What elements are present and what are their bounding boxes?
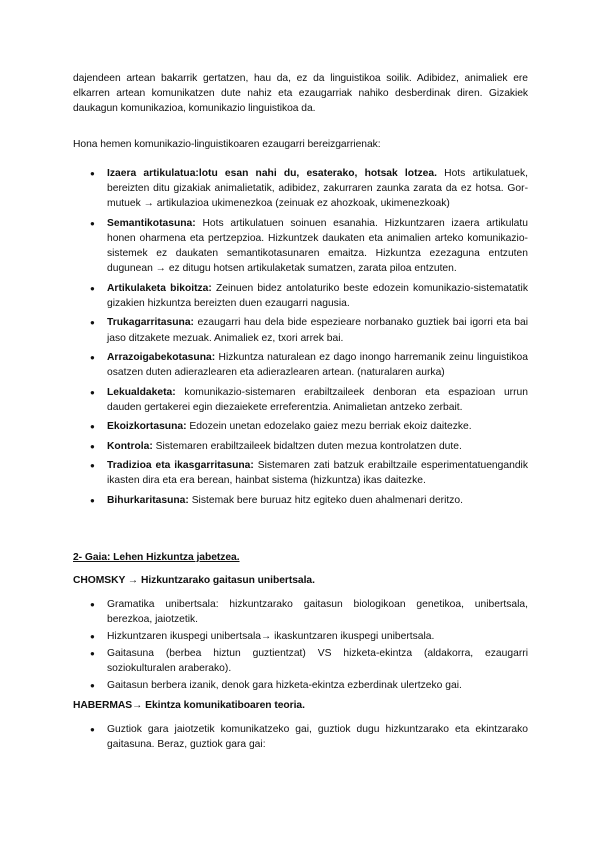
feature-text: Edozein unetan edozelako gaiez mezu berriak ekoiz daitezke. — [186, 421, 472, 433]
chomsky-heading-text: CHOMSKY → Hizkuntzarako gaitasun unibertsala. — [73, 575, 315, 586]
features-list — [92, 166, 528, 512]
habermas-list — [92, 722, 528, 757]
list-item — [92, 439, 528, 454]
habermas-heading — [73, 698, 528, 713]
list-item — [92, 350, 528, 380]
list-item: ● Gramatika unibertsala: hizkuntzarako gaitasun biologikoan genetikoa, unibertsala, berezkoa, jaiotzetik. — [92, 597, 528, 627]
feature-term: Tradizioa eta ikasgarritasuna: — [107, 459, 254, 471]
feature-text: komunikazio-sistemaren erabiltzaileek denboran eta espazioan urrun dauden gertakerei egin diezaiekete erreferentzia. Animalietan antzeko zerbait. — [107, 386, 528, 413]
feature-term: Trukagarritasuna: — [107, 317, 194, 329]
list-item — [92, 216, 528, 277]
list-item: ● Hizkuntzaren ikuspegi unibertsala→ ikaskuntzaren ikuspegi unibertsala. — [92, 629, 528, 644]
list-item: ● Gaitasuna (berbea hiztun guztientzat) VS hizketa-ekintza (aldakorra, ezaugarri soziokulturalen araberako). — [92, 646, 528, 676]
chomsky-heading — [73, 573, 528, 588]
feature-term: Ekoizkortasuna: — [107, 421, 187, 433]
feature-text: Sistemak bere buruaz hitz egiteko duen ahalmenari deritzo. — [188, 494, 463, 506]
feature-term: Artikulaketa bikoitza: — [107, 282, 212, 294]
feature-term: Arrazoigabekotasuna: — [107, 351, 216, 363]
list-item — [92, 385, 528, 415]
feature-term: Lekualdaketa: — [107, 386, 176, 398]
feature-term: Bihurkaritasuna: — [107, 494, 189, 506]
feature-term: Izaera artikulatua:lotu esan nahi du, esaterako, hotsak lotzea. — [107, 168, 437, 179]
feature-text: Hots artikulatuek, bereizten ditu gizakiak animalietatik, adibidez, zakurraren zaunka zarata da ez hotsa. Gor-mutuek → artikulazioa ukimenezkoa (zeinuak ez ahozkoak, ukimenezkoak) — [107, 168, 528, 210]
feature-text: Sistemaren zati batzuk erabiltzaile esperimentatuengandik ikasten dira eta era berean, hainbat sistema (hizkuntza) ikas daitezke. — [107, 459, 528, 487]
feature-text: Sistemaren erabiltzaileek bidaltzen duten mezua kontrolatzen dute. — [152, 440, 462, 452]
list-item — [92, 315, 528, 345]
lead-paragraph: Hona hemen komunikazio-linguistikoaren ezaugarri bereizgarrienak: — [73, 139, 381, 150]
list-item — [92, 493, 528, 508]
section-heading-text: 2- Gaia: Lehen Hizkuntza jabetzea. — [73, 552, 240, 563]
section-heading — [73, 550, 528, 565]
list-item — [92, 458, 528, 488]
feature-text: Hizkuntza naturalean ez dago inongo harremanik zeinu linguistikoa osatzen duten adierazlearen eta adierazlearen artean. (naturalaren aurka) — [107, 351, 528, 379]
list-item — [92, 419, 528, 434]
list-item: ● Gaitasun berbera izanik, denok gara hizketa-ekintza ezberdinak ulertzeko gai. — [92, 678, 528, 693]
feature-text: ezaugarri hau dela bide espezieare norbanako guztiek bai igorri eta bai jaso ditzakete mezuak. Animaliek ez, txori arrek bai. — [107, 317, 528, 344]
feature-text: Hots artikulatuen soinuen esanahia. Hizkuntzaren izaera artikulatu honen oharmena eta pertzepzioa. Hizkuntzek daukaten eta animalien arteko komunikazio-sistemek ez daukaten semantikotasunaren emaitza. Hizkuntza ezezaguna entzuten dugunean → ez ditugu hotsen artikulaketak sumatzen, zarata piloa entzuten. — [107, 217, 528, 275]
chomsky-list — [92, 597, 528, 695]
feature-text: Zeinuen bidez antolaturiko beste edozein komunikazio-sistematatik gizakien hizkuntza bereizten duen ezaugarri nagusia. — [107, 282, 528, 309]
habermas-heading-text: HABERMAS→ Ekintza komunikatiboaren teoria. — [73, 700, 305, 711]
feature-term: Kontrola: — [107, 440, 153, 452]
list-item — [92, 166, 528, 212]
list-item — [92, 281, 528, 311]
intro-paragraph: dajendeen artean bakarrik gertatzen, hau da, ez da linguistikoa soilik. Adibidez, animaliek ere elkarren artean komunikatzen dute nahiz eta ezaugarriak nahiko desberdinak diren. Gizakiek daukagun komunikazioa, komunikazio linguistikoa da. — [73, 73, 528, 115]
list-item: ● Guztiok gara jaiotzetik komunikatzeko gai, guztiok dugu hizkuntzarako eta ekintzarako gaitasuna. Beraz, guztiok gara gai: — [92, 722, 528, 752]
feature-term: Semantikotasuna: — [107, 217, 196, 229]
